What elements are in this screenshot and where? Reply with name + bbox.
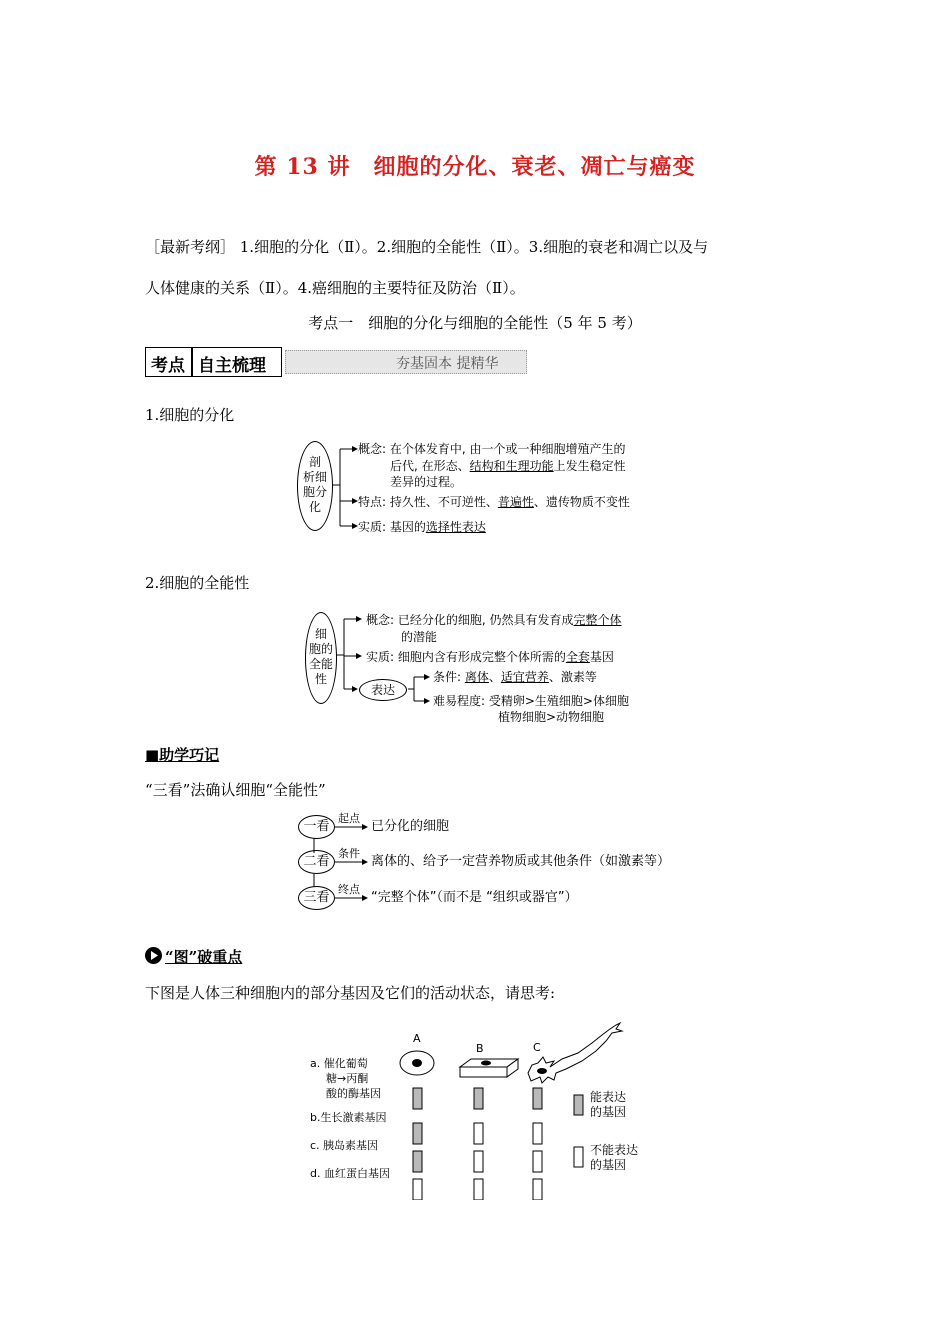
cell-b-label: B [476,1042,484,1055]
look-three-text: “完整个体”（而不是 “组织或器官”） [371,890,578,905]
banner-right-label: 自主梳理 [198,356,266,376]
totipotency-difficulty-line-1: 难易程度: 受精卵>生殖细胞>体细胞 [433,694,629,708]
gene-state-box-a-c [413,1151,422,1172]
totipotency-conditions: 条件: 离体、适宜营养、激素等 [433,670,597,684]
differentiation-concept-line-1: 概念: 在个体发育中, 由一个或一种细胞增殖产生的 [358,442,626,456]
differentiation-concept-line-2: 后代, 在形态、结构和生理功能上发生稳定性 [390,459,626,473]
topic-heading: 考点一 细胞的分化与细胞的全能性（5 年 5 考） [308,314,642,332]
gene-state-box-a-d [413,1179,422,1200]
cell-c-shape [528,1023,622,1083]
page-title: 第 13 讲 细胞的分化、衰老、凋亡与癌变 [254,154,696,180]
gene-label-line: d. 血红蛋白基因 [310,1167,390,1180]
gene-state-box-b-d [474,1179,483,1200]
legend-on-line-1: 能表达 [590,1090,627,1104]
syllabus-line-2: 人体健康的关系（Ⅱ）。4.癌细胞的主要特征及防治（Ⅱ）。 [145,279,525,297]
figure-section-heading: “图”破重点 [165,948,243,966]
look-two-oval: 二看 [298,850,335,874]
gene-state-figure [300,1015,660,1200]
banner-strip [285,350,527,374]
look-one-tag: 起点 [338,812,360,825]
banner-left-label: 考点 [151,356,185,376]
legend-on-line-2: 的基因 [590,1105,627,1119]
differentiation-essence: 实质: 基因的选择性表达 [358,520,486,534]
totipotency-concept-line-2: 的潜能 [401,630,438,644]
express-oval: 表达 [359,679,407,701]
gene-label-line: b.生长激素基因 [310,1111,387,1124]
cell-b-shape [460,1059,518,1077]
totipotency-concept-line-1: 概念: 已经分化的细胞, 仍然具有发育成完整个体 [366,613,622,627]
differentiation-concept-line-3: 差异的过程。 [390,475,463,489]
totipotency-difficulty-line-2: 植物细胞>动物细胞 [498,710,605,724]
look-one-oval: 一看 [298,815,335,839]
legend-off-line-2: 的基因 [590,1158,627,1172]
cell-a-label: A [413,1032,421,1045]
section2-heading: 2.细胞的全能性 [145,574,250,592]
look-three-tag: 终点 [338,883,360,896]
gene-state-box-c-a [533,1088,542,1109]
look-one-text: 已分化的细胞 [371,819,450,834]
gene-label-line: a. 催化葡萄 [310,1057,368,1070]
gene-label-line: c. 胰岛素基因 [310,1139,379,1152]
gene-state-box-a-a [413,1088,422,1109]
totipotency-essence: 实质: 细胞内含有形成完整个体所需的全套基因 [366,650,614,664]
legend-off-box [574,1147,583,1167]
gene-state-box-a-b [413,1123,422,1144]
gene-state-box-c-c [533,1151,542,1172]
gene-label-line: 糖→丙酮 [326,1072,369,1085]
syllabus-line-1: ［最新考纲］ 1.细胞的分化（Ⅱ）。2.细胞的全能性（Ⅱ）。3.细胞的衰老和凋亡以及与 [145,238,709,256]
cell-a-nucleus [412,1059,422,1067]
gene-label-line: 酸的酶基因 [326,1087,381,1100]
cell-c-label: C [533,1041,541,1054]
look-two-text: 离体的、给予一定营养物质或其他条件（如激素等） [371,854,671,869]
banner-strip-label: 夯基固本 提精华 [396,356,499,372]
gene-state-box-b-a [474,1088,483,1109]
legend-off-line-1: 不能表达 [590,1143,639,1157]
section2-oval: 细 胞的 全能 性 [305,612,337,704]
section1-heading: 1.细胞的分化 [145,406,235,424]
figure-section-intro: 下图是人体三种细胞内的部分基因及它们的活动状态，请思考: [145,984,556,1002]
section1-oval: 剖 析细 胞分 化 [297,441,333,531]
play-icon [145,947,162,964]
memory-aid-intro: “三看”法确认细胞“全能性” [145,781,326,799]
look-three-oval: 三看 [298,886,335,910]
memory-aid-heading: ■助学巧记 [145,746,220,764]
gene-state-box-b-b [474,1123,483,1144]
look-two-tag: 条件 [338,847,360,860]
gene-state-box-c-b [533,1123,542,1144]
differentiation-features: 特点: 持久性、不可逆性、普遍性、遗传物质不变性 [358,495,630,509]
section-banner [145,347,282,377]
legend-on-box [574,1095,583,1115]
gene-state-box-c-d [533,1179,542,1200]
gene-state-box-b-c [474,1151,483,1172]
